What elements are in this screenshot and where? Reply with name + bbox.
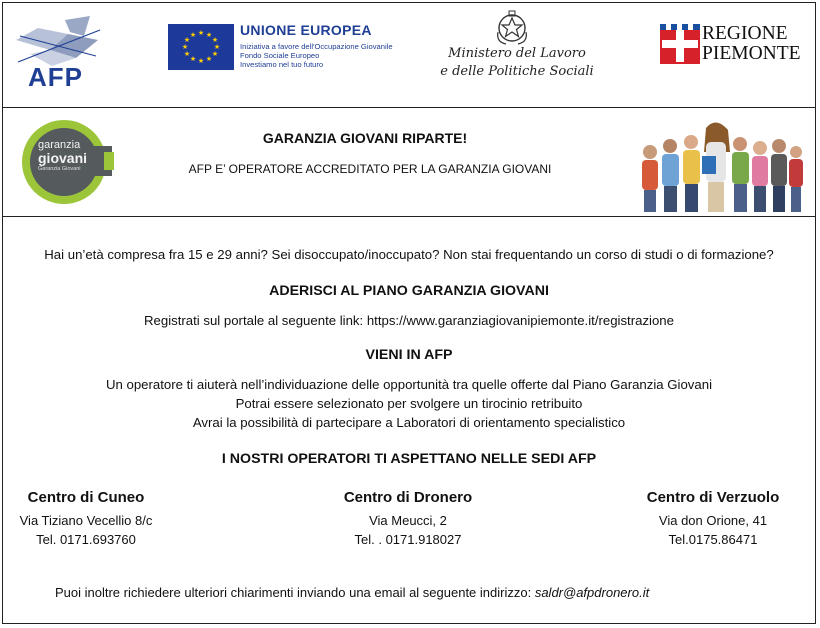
piemonte-flag-icon bbox=[660, 24, 700, 64]
benefit-line: Potrai essere selezionato per svolgere un tirocinio retribuito bbox=[235, 396, 583, 411]
banner-title: GARANZIA GIOVANI RIPARTE! bbox=[262, 130, 468, 146]
svg-text:★: ★ bbox=[213, 43, 221, 51]
benefit-line: Un operatore ti aiuterà nell’individuazione delle opportunità tra quelle offerte dal Piano Garanzia Giovani bbox=[105, 377, 713, 392]
svg-text:★: ★ bbox=[181, 43, 189, 51]
benefit-line: Avrai la possibilità di partecipare a Laboratori di orientamento specialistico bbox=[192, 415, 626, 430]
office-address: Via Meucci, 2 bbox=[369, 513, 447, 528]
svg-text:★: ★ bbox=[211, 50, 219, 58]
banner-divider bbox=[2, 216, 816, 217]
office-address: Via don Orione, 41 bbox=[658, 513, 768, 528]
svg-text:★: ★ bbox=[211, 36, 219, 44]
svg-text:★: ★ bbox=[205, 55, 213, 63]
office-phone: Tel. 0171.693760 bbox=[36, 532, 136, 547]
eu-subtitle: Iniziativa a favore dell'Occupazione Giovanile Fondo Sociale Europeo Investiamo nel tuo futuro bbox=[240, 42, 393, 69]
region-name: REGIONE PIEMONTE bbox=[702, 23, 801, 64]
office-phone: Tel.0175.86471 bbox=[668, 532, 758, 547]
office-name: Centro di Verzuolo bbox=[646, 489, 780, 506]
eu-flag-icon bbox=[168, 24, 234, 70]
office-phone: Tel. . 0171.918027 bbox=[354, 532, 462, 547]
office-name: Centro di Dronero bbox=[343, 489, 473, 506]
registration-text: Registrati sul portale al seguente link: https://www.garanziagiovanipiemonte.it/registrazione bbox=[144, 313, 674, 328]
ministry-name: Ministero del Lavoro e delle Politiche Sociali bbox=[440, 46, 594, 79]
eligibility-question: Hai un’età compresa fra 15 e 29 anni? Sei disoccupato/inoccupato? Non stai frequentando un corso di studi o di formazione? bbox=[44, 247, 774, 262]
footer-text: Puoi inoltre richiedere ulteriori chiarimenti inviando una email al seguente indirizzo: bbox=[55, 585, 532, 600]
svg-text:★: ★ bbox=[205, 31, 213, 39]
gg-logo-line2: giovani bbox=[38, 150, 88, 166]
italian-emblem-icon bbox=[492, 8, 532, 48]
afp-logo-text: AFP bbox=[28, 62, 83, 92]
heading-adherence: ADERISCI AL PIANO GARANZIA GIOVANI bbox=[269, 283, 549, 299]
contact-footer bbox=[55, 585, 649, 600]
office-address: Via Tiziano Vecellio 8/c bbox=[19, 513, 153, 528]
contact-email[interactable]: saldr@afpdronero.it bbox=[534, 585, 650, 600]
gg-logo-line1: garanzia bbox=[38, 139, 81, 151]
svg-text:★: ★ bbox=[183, 50, 191, 58]
header-divider bbox=[2, 107, 816, 108]
svg-text:★: ★ bbox=[197, 29, 205, 37]
svg-text:★: ★ bbox=[183, 36, 191, 44]
heading-offices: I NOSTRI OPERATORI TI ASPETTANO NELLE SEDI AFP bbox=[221, 451, 597, 467]
eu-title: UNIONE EUROPEA bbox=[240, 22, 372, 38]
svg-text:★: ★ bbox=[189, 31, 197, 39]
office-verzuolo bbox=[613, 488, 813, 549]
office-dronero bbox=[308, 488, 508, 549]
office-name: Centro di Cuneo bbox=[27, 489, 145, 506]
svg-text:★: ★ bbox=[197, 57, 205, 65]
office-cuneo bbox=[0, 488, 186, 549]
svg-text:★: ★ bbox=[189, 55, 197, 63]
students-photo bbox=[636, 118, 806, 214]
heading-afp: VIENI IN AFP bbox=[365, 347, 453, 363]
banner-subtitle: AFP E’ OPERATORE ACCREDITATO PER LA GARANZIA GIOVANI bbox=[188, 162, 552, 176]
gg-logo-line3: Garanzia Giovani bbox=[38, 166, 81, 172]
